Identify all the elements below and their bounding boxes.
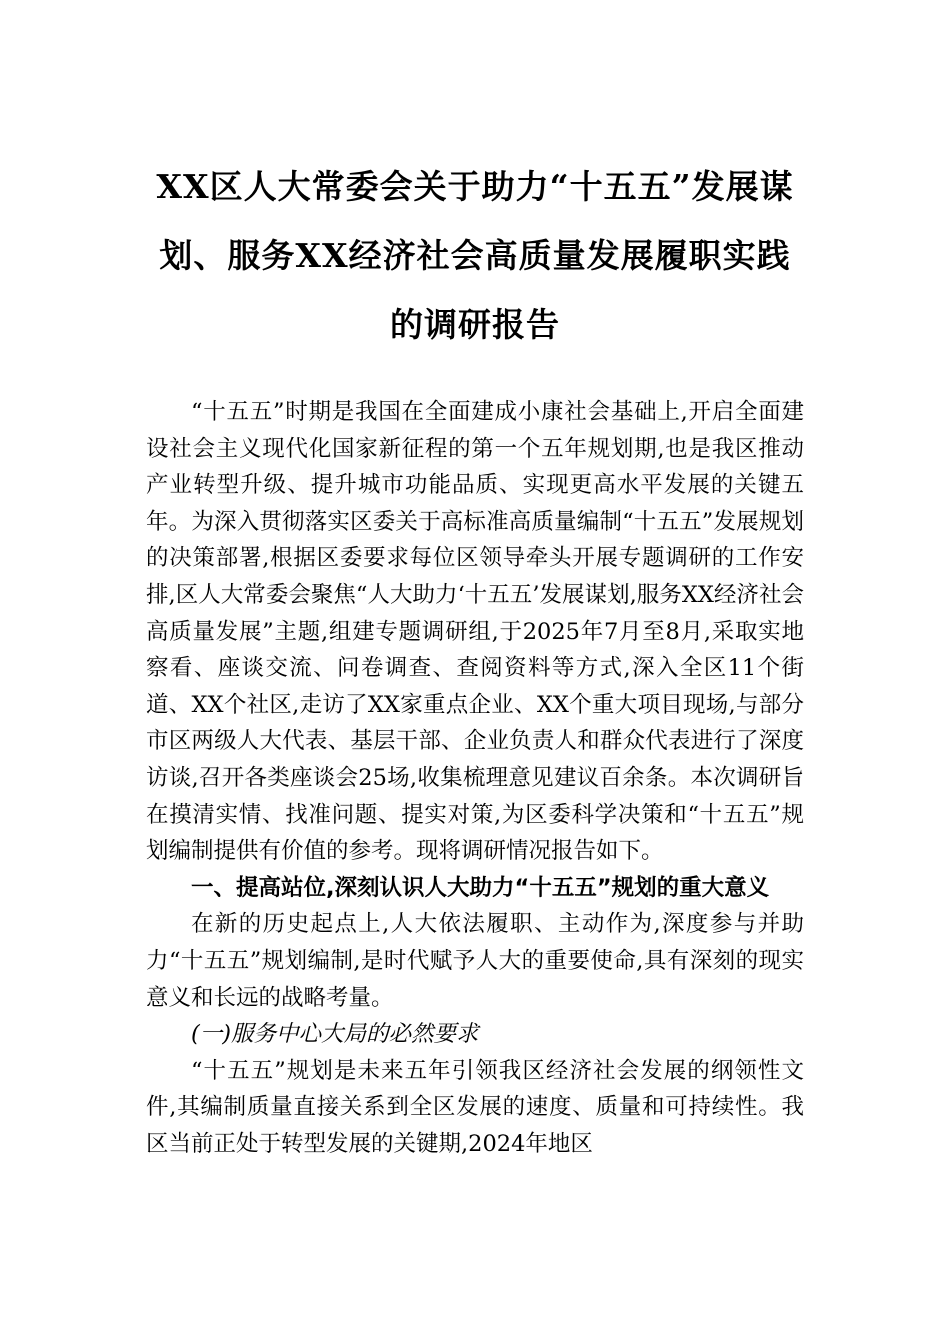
document-title: XX区人大常委会关于助力“十五五”发展谋划、服务XX经济社会高质量发展履职实践的调研报告 (156, 167, 794, 344)
section-heading: 一、提高站位,深刻认识人大助力“十五五”规划的重大意义 (191, 874, 770, 901)
subsection-paragraph: “十五五”规划是未来五年引领我区经济社会发展的纲领性文件,其编制质量直接关系到全区发展的速度、质量和可持续性。我区当前正处于转型发展的关键期,2024年地区 (146, 1057, 804, 1157)
document-page (146, 0, 804, 1162)
document-body (146, 394, 804, 1162)
intro-paragraph: “十五五”时期是我国在全面建成小康社会基础上,开启全面建设社会主义现代化国家新征程的第一个五年规划期,也是我区推动产业转型升级、提升城市功能品质、实现更高水平发展的关键五年。为深入贯彻落实区委关于高标准高质量编制“十五五”发展规划的决策部署,根据区委要求每位区领导牵头开展专题调研的工作安排,区人大常委会聚焦“人大助力‘十五五’发展谋划,服务XX经济社会高质量发展”主题,组建专题调研组,于2025年7月至8月,采取实地察看、座谈交流、问卷调查、查阅资料等方式,深入全区11个街道、XX个社区,走访了XX家重点企业、XX个重大项目现场,与部分市区两级人大代表、基层干部、企业负责人和群众代表进行了深度访谈,召开各类座谈会25场,收集梳理意见建议百余条。本次调研旨在摸清实情、找准问题、提实对策,为区委科学决策和“十五五”规划编制提供有价值的参考。现将调研情况报告如下。 (146, 399, 804, 865)
section-paragraph: 在新的历史起点上,人大依法履职、主动作为,深度参与并助力“十五五”规划编制,是时代赋予人大的重要使命,具有深刻的现实意义和长远的战略考量。 (146, 911, 804, 1011)
subsection-heading: (一)服务中心大局的必然要求 (191, 1021, 479, 1048)
